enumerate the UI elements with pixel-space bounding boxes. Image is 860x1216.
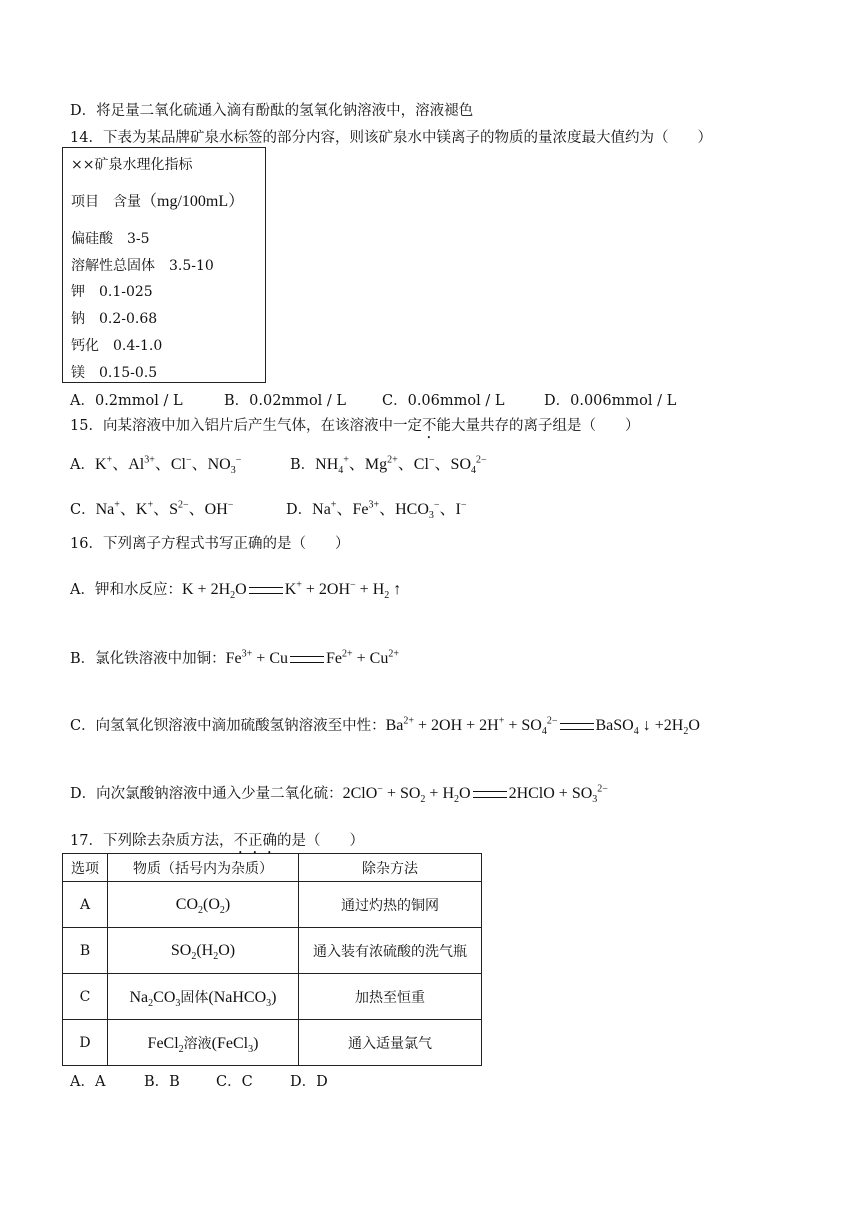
q17-options [70, 1070, 328, 1091]
label-row: 镁 0.15-0.5 [71, 365, 158, 381]
q17-stem: 17．下列除去杂质方法，不正确的是（ ） [70, 833, 364, 849]
q16-option-b[interactable]: B．氯化铁溶液中加铜：$Fe^{3+} + Cu$ $Fe^{2+} + Cu^{2+}$ [70, 648, 399, 667]
table-cell-method: 通入装有浓硫酸的洗气瓶 [299, 928, 482, 974]
q15-option-c[interactable]: C．Na+、K+、$S^{2-}$、OH− [70, 499, 234, 518]
table-header-row [63, 854, 482, 882]
label-row: 偏硅酸 3-5 [71, 231, 150, 247]
table-cell-option: D [63, 1020, 108, 1066]
q15-options-ab [70, 451, 487, 477]
table-cell-method: 通过灼热的铜网 [299, 882, 482, 928]
label-header-unit: （mg/100mL） [141, 193, 245, 210]
q17-option-c[interactable]: C．C [216, 1074, 253, 1090]
table-cell-option: A [63, 882, 108, 928]
table-header: 物质（括号内为杂质） [108, 854, 299, 882]
mineral-water-label [62, 147, 266, 383]
q15-emphasis: 不 [421, 418, 437, 434]
label-row: 钠 0.2-0.68 [71, 311, 158, 327]
q15-option-d[interactable]: D．Na+、$Fe^{3+}$、$HCO_3^-$、I− [286, 499, 467, 522]
q14-option-a[interactable]: A．0.2mmol / L [70, 393, 183, 409]
table-header: 选项 [63, 854, 108, 882]
label-header [71, 188, 244, 211]
q14-options [70, 389, 676, 410]
table-cell-option: C [63, 974, 108, 1020]
q16-option-d[interactable]: D．向次氯酸钠溶液中通入少量二氧化硫：$2ClO^- + SO_2 + H_2O$ 2HClO + $SO_3^{2-}$ [70, 783, 608, 806]
q17-option-d[interactable]: D．D [290, 1074, 328, 1090]
q13-option-d: D．将足量二氧化硫通入滴有酚酞的氢氧化钠溶液中，溶液褪色 [70, 103, 474, 119]
q15-stem: 15．向某溶液中加入铝片后产生气体，在该溶液中一定不能大量共存的离子组是（ ） [70, 418, 640, 434]
table-row [63, 974, 482, 1020]
table-cell-method: 通入适量氯气 [299, 1020, 482, 1066]
table-row [63, 882, 482, 928]
q15-options-cd [70, 496, 467, 522]
q16-option-a[interactable]: A．钾和水反应：$K + 2H_2O$ $K^+ + 2OH^- + H_2$ ↑ [70, 579, 402, 602]
label-row: 钾 0.1-025 [71, 284, 153, 300]
q17-table [62, 853, 482, 1066]
q14-stem: 14．下表为某品牌矿泉水标签的部分内容，则该矿泉水中镁离子的物质的量浓度最大值约为（ ） [70, 130, 712, 146]
label-row: 溶解性总固体 3.5-10 [71, 258, 214, 274]
q16-stem: 16．下列离子方程式书写正确的是（ ） [70, 536, 350, 552]
q15-option-a[interactable]: A．K+、$Al^{3+}$、Cl−、$NO_3^-$ [70, 454, 242, 477]
q14-option-d[interactable]: D．0.006mmol / L [544, 393, 677, 409]
q14-option-b[interactable]: B．0.02mmol / L [224, 393, 347, 409]
q14-option-c[interactable]: C．0.06mmol / L [382, 393, 505, 409]
table-cell-substance: $SO_2(H_2O)$ [108, 928, 299, 974]
label-row: 钙化 0.4-1.0 [71, 338, 163, 354]
q15-option-b[interactable]: B．$NH_4^+$、$Mg^{2+}$、Cl−、$SO_4^{2-}$ [290, 454, 487, 477]
table-cell-substance: FeCl$_2$溶液(FeCl$_3$) [108, 1020, 299, 1066]
q16-option-c[interactable]: C．向氢氧化钡溶液中滴加硫酸氢钠溶液至中性：$Ba^{2+} + 2OH + 2H^+ + SO_4^{2-}$ BaSO$_4$ ↓ $+2H_2O$ [70, 715, 700, 738]
table-cell-substance: $CO_2(O_2)$ [108, 882, 299, 928]
q17-option-b[interactable]: B．B [144, 1074, 180, 1090]
table-header: 除杂方法 [299, 854, 482, 882]
table-cell-substance: $Na_2CO_3$固体(NaHCO$_3$) [108, 974, 299, 1020]
table-row [63, 928, 482, 974]
q17-option-a[interactable]: A．A [70, 1074, 106, 1090]
label-header-item: 项目 含量 [71, 194, 141, 210]
table-row [63, 1020, 482, 1066]
table-cell-option: B [63, 928, 108, 974]
q17-emphasis: 不正确 [233, 833, 277, 849]
table-cell-method: 加热至恒重 [299, 974, 482, 1020]
label-title: ××矿泉水理化指标 [71, 157, 193, 173]
